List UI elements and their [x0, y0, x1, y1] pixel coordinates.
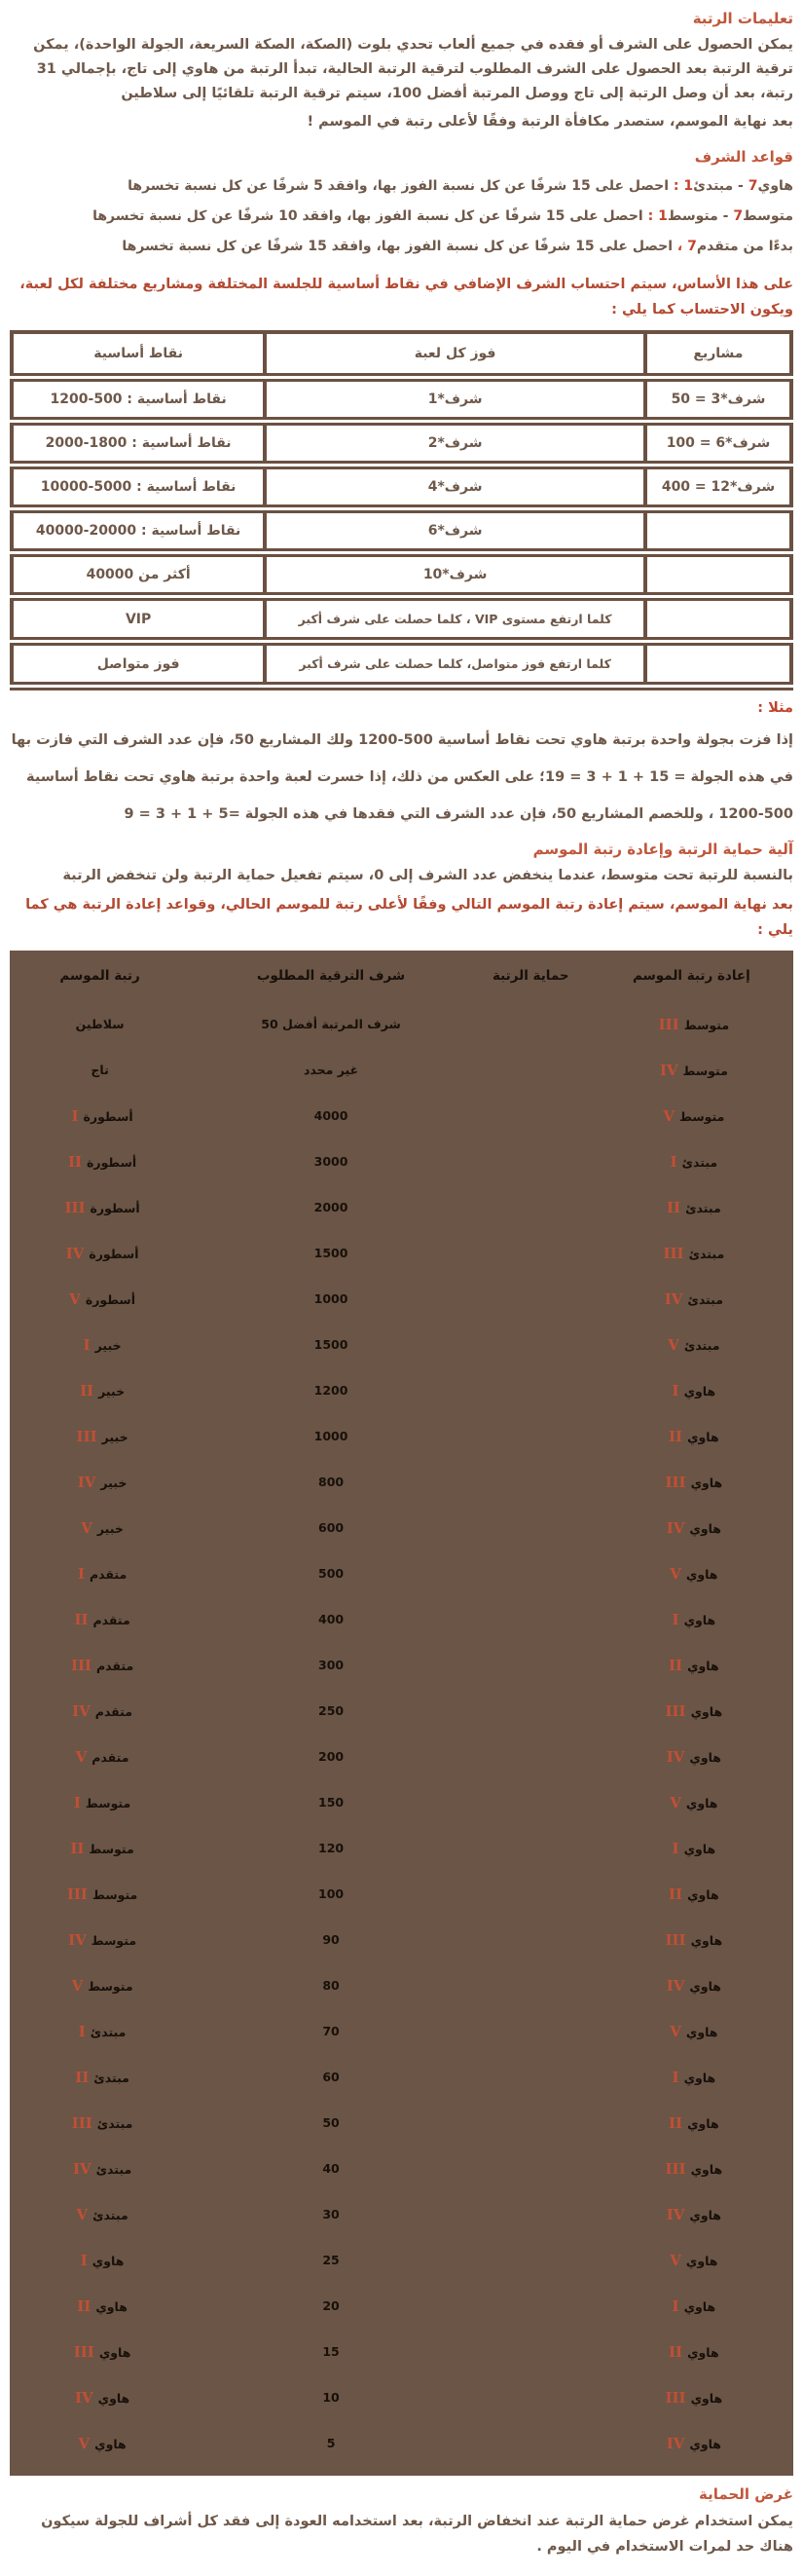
rank-tier-roman-numeral: II [669, 2342, 683, 2361]
rank-tier-roman-numeral: III [76, 1427, 97, 1445]
honor-table-cell: نقاط أساسية : 20000-40000 [12, 509, 265, 553]
rank-tier-roman-numeral: II [667, 1198, 681, 1216]
honor-table-header-cell: نقاط أساسية [12, 332, 265, 378]
rank-tier-roman-numeral: V [71, 1976, 84, 1995]
rank-tier-roman-numeral: V [668, 1335, 679, 1354]
rank-cell: هاويIII [665, 1473, 723, 1491]
rank-tier-roman-numeral: II [669, 2113, 683, 2132]
rank-tier-roman-numeral: III [665, 2159, 686, 2178]
reset-table-row [10, 1779, 793, 1825]
reset-table-row [10, 1596, 793, 1642]
reset-table-row [10, 1367, 793, 1413]
required-honor-cell: 400 [318, 1612, 345, 1626]
honor-table-cell: نقاط أساسية : 500-1200 [12, 378, 265, 422]
section-title-protection-item: غرض الحماية [699, 2485, 793, 2503]
rank-tier-roman-numeral: IV [666, 1518, 685, 1537]
reset-table-row [10, 2237, 793, 2283]
rank-cell: مبتدئV [668, 1335, 720, 1354]
rank-tier-roman-numeral: V [670, 2251, 681, 2269]
rank-cell: هاويIV [74, 2388, 130, 2407]
rank-cell: متقدمII [74, 1610, 130, 1628]
honor-rule-line: بدءًا من متقدم7 ، احصل على 15 شرفًا عن كل نسبة الفوز بها، وافقد 15 شرفًا عن كل نسبة تخسرها [122, 239, 793, 254]
honor-table-header-row [12, 332, 791, 378]
reset-table-row [10, 1322, 793, 1367]
rank-tier-roman-numeral: II [669, 1885, 683, 1903]
reset-table-row [10, 1734, 793, 1779]
required-honor-cell: 4000 [313, 1108, 348, 1123]
rank-cell: هاويIV [666, 1518, 721, 1537]
rank-cell: هاويV [670, 1564, 718, 1583]
honor-table-row [12, 642, 791, 687]
required-honor-cell: 100 [318, 1886, 345, 1901]
reset-table-row [10, 1962, 793, 2008]
rank-cell: مبتدئIV [72, 2159, 132, 2178]
rank-cell: هاويV [670, 1793, 718, 1811]
rank-cell: مبتدئI [78, 2022, 127, 2040]
rank-cell: خبيرIII [76, 1427, 128, 1445]
rank-tier-roman-numeral: IV [72, 2159, 91, 2178]
honor-table-cell [645, 553, 791, 597]
honor-rule-line: هاوي7 - مبتدئ1 : احصل على 15 شرفًا عن كل نسبة الفوز بها، وافقد 5 شرفًا عن كل نسبة تخسرها [128, 178, 793, 194]
rank-tier-roman-numeral: IV [74, 2388, 93, 2407]
honor-table-cell: فوز متواصل [12, 642, 265, 687]
honor-table-cell: VIP [12, 597, 265, 642]
rank-cell: هاويII [669, 2113, 719, 2132]
required-honor-cell: 1000 [313, 1429, 348, 1443]
rank-cell: متوسطV [71, 1976, 133, 1995]
reset-table-row [10, 1413, 793, 1459]
rank-tier-roman-numeral: IV [666, 1976, 685, 1995]
honor-table-cell: نقاط أساسية : 1800-2000 [12, 422, 265, 466]
reset-table-header-cell: إعادة رتبة الموسم [632, 968, 750, 984]
rank-tier-roman-numeral: V [78, 2434, 91, 2452]
rank-cell: مبتدئIII [663, 1244, 725, 1262]
rank-tier-roman-numeral: I [672, 1610, 679, 1628]
required-honor-cell: 120 [318, 1841, 345, 1855]
rank-cell: مبتدئV [76, 2205, 128, 2223]
rank-cell: متوسطIII [66, 1885, 138, 1903]
rank-tier-roman-numeral: IV [664, 1289, 683, 1308]
required-honor-cell: 1500 [313, 1337, 348, 1352]
rank-cell: متوسطIII [658, 1015, 730, 1033]
protection-paragraph-1: بالنسبة للرتبة تحت متوسط، عندما ينخفض عدد الشرف إلى 0، سيتم تفعيل حماية الرتبة ولن تنخفض الرتبة [62, 868, 793, 883]
honor-table-row [12, 509, 791, 553]
rank-cell: هاويI [672, 1839, 716, 1857]
rank-tier-roman-numeral: I [670, 1152, 677, 1171]
rank-cell: متقدمIV [72, 1701, 133, 1720]
reset-table-row [10, 2374, 793, 2420]
honor-table-cell: شرف*10 [265, 553, 645, 597]
required-honor-cell: 2000 [313, 1200, 348, 1214]
reset-table-row [10, 1184, 793, 1230]
reset-table-row [10, 1505, 793, 1550]
required-honor-cell: 80 [322, 1978, 340, 1993]
honor-table-cell: نقاط أساسية : 5000-10000 [12, 466, 265, 509]
required-honor-cell: 70 [322, 2024, 340, 2038]
honor-table-cell: شرف*3 = 50 [645, 378, 791, 422]
rank-tier-roman-numeral: I [672, 2296, 679, 2315]
required-honor-cell: 10 [322, 2390, 340, 2405]
rank-cell: خبيرIV [77, 1473, 128, 1491]
rank-cell: متوسطIV [68, 1930, 137, 1949]
rank-cell: هاويIII [73, 2342, 131, 2361]
required-honor-cell: 500 [318, 1566, 345, 1581]
reset-table-row [10, 1047, 793, 1093]
honor-table-row [12, 597, 791, 642]
honor-table-cell: شرف*6 = 100 [645, 422, 791, 466]
rank-tier-roman-numeral: II [75, 2068, 90, 2086]
honor-table-cell: كلما ارتفع مستوى VIP ، كلما حصلت على شرف أكبر [265, 597, 645, 642]
rank-cell: تاج [91, 1063, 109, 1077]
honor-table-cell: شرف*12 = 400 [645, 466, 791, 509]
rank-tier-roman-numeral: I [80, 2251, 88, 2269]
rank-tier-roman-numeral: III [70, 1656, 91, 1674]
rank-cell: هاويI [672, 1381, 716, 1400]
rank-cell: مبتدئII [75, 2068, 129, 2086]
required-honor-cell: 5 [326, 2436, 336, 2450]
rank-tier-roman-numeral: V [81, 1518, 92, 1537]
rank-cell: أسطورةV [69, 1289, 135, 1308]
rank-cell: هاويIV [666, 1976, 721, 1995]
reset-table-header-cell: رتبة الموسم [59, 968, 140, 984]
protection-item-paragraph: يمكن استخدام غرض حماية الرتبة عند انخفاض الرتبة، بعد استخدامه العودة إلى فقد كل أشراف للجولة سيكون هناك حد لمرات الاستخدام في اليوم . [41, 2514, 793, 2555]
honor-table-cell: أكثر من 40000 [12, 553, 265, 597]
reset-table-row [10, 2329, 793, 2374]
rank-tier-roman-numeral: V [69, 1289, 81, 1308]
rank-cell: أسطورةIII [64, 1198, 140, 1216]
rank-tier-roman-numeral: IV [72, 1701, 91, 1720]
rank-cell: هاويIII [665, 1930, 723, 1949]
rank-cell: هاويI [80, 2251, 125, 2269]
rank-tier-roman-numeral: III [66, 1885, 88, 1903]
rank-cell: مبتدئI [670, 1152, 718, 1171]
rank-tier-roman-numeral: III [665, 1930, 686, 1949]
honor-table-row [12, 466, 791, 509]
rank-tier-roman-numeral: I [672, 1381, 679, 1400]
rank-cell: هاويII [669, 2342, 719, 2361]
section-title-protection-mechanism: آلية حماية الرتبة وإعادة رتبة الموسم [532, 840, 793, 858]
rank-tier-roman-numeral: III [73, 2342, 94, 2361]
required-honor-cell: 300 [318, 1658, 345, 1672]
reset-table-row [10, 2054, 793, 2100]
reset-table-row [10, 2008, 793, 2054]
reset-table-row [10, 1093, 793, 1139]
rank-cell: هاويIV [666, 2434, 721, 2452]
honor-table-cell [645, 642, 791, 687]
rank-cell: هاويII [669, 1656, 719, 1674]
rank-cell: هاويI [672, 2296, 716, 2315]
honor-table-cell: شرف*6 [265, 509, 645, 553]
honor-table-cell [645, 509, 791, 553]
rank-tier-roman-numeral: V [75, 1747, 88, 1766]
rank-tier-roman-numeral: V [670, 1564, 681, 1583]
rank-tier-roman-numeral: V [76, 2205, 89, 2223]
rank-cell: هاويI [672, 1610, 716, 1628]
reset-table-body [10, 1001, 793, 2466]
rank-cell: أسطورةII [67, 1152, 137, 1171]
rank-cell: هاويV [78, 2434, 127, 2452]
rank-cell: خبيرV [81, 1518, 124, 1537]
rank-tier-roman-numeral: III [665, 1473, 686, 1491]
rank-tier-roman-numeral: II [67, 1152, 83, 1171]
reset-table-row [10, 1550, 793, 1596]
rank-cell: هاويIII [665, 2159, 723, 2178]
honor-table-row [12, 378, 791, 422]
rank-cell: خبيرII [80, 1381, 126, 1400]
required-honor-cell: 25 [322, 2253, 340, 2267]
protection-paragraph-2: بعد نهاية الموسم، سيتم إعادة رتبة الموسم التالي وفقًا لأعلى رتبة للموسم الحالي، وقواعد إعادة الرتبة هي كما يلي : [25, 897, 793, 938]
rank-cell: متقدمI [77, 1564, 128, 1583]
reset-table-row [10, 1917, 793, 1962]
rank-tier-roman-numeral: V [670, 2022, 681, 2040]
reset-table-header-cell: شرف الترقية المطلوب [256, 968, 406, 984]
rank-cell: مبتدئII [667, 1198, 721, 1216]
reset-table-row [10, 2100, 793, 2146]
honor-table-cell: شرف*2 [265, 422, 645, 466]
honor-table-header-cell: مشاريع [645, 332, 791, 378]
rank-cell: هاويII [669, 1885, 719, 1903]
honor-calc-note: على هذا الأساس، سيتم احتساب الشرف الإضافي في نقاط أساسية للجلسة المختلفة ومشاريع مختلفة لكل لعبة، ويكون الاحتساب كما يلي : [19, 277, 793, 317]
honor-rules-list [10, 171, 793, 262]
rank-cell: سلاطين [75, 1017, 125, 1031]
rank-tier-roman-numeral: I [71, 1106, 79, 1125]
rank-tier-roman-numeral: II [80, 1381, 94, 1400]
rank-cell: هاويII [77, 2296, 128, 2315]
honor-table-cell: كلما ارتفع فوز متواصل، كلما حصلت على شرف أكبر [265, 642, 645, 687]
rank-tier-roman-numeral: II [669, 1427, 683, 1445]
rank-cell: هاويI [672, 2068, 716, 2086]
required-honor-cell: 50 [322, 2115, 340, 2130]
rank-cell: خبيرI [83, 1335, 122, 1354]
rank-tier-roman-numeral: III [665, 2388, 686, 2407]
reset-table-row [10, 1230, 793, 1276]
rank-tier-roman-numeral: III [658, 1015, 679, 1033]
reset-table-header-row [10, 964, 793, 1001]
rank-tier-roman-numeral: IV [77, 1473, 96, 1491]
rank-tier-roman-numeral: IV [68, 1930, 87, 1949]
reset-table-row [10, 1871, 793, 1917]
required-honor-cell: 1000 [313, 1291, 348, 1306]
reset-table-header-cell: حماية الرتبة [492, 968, 569, 984]
rank-tier-roman-numeral: IV [659, 1061, 678, 1079]
honor-table-row [12, 553, 791, 597]
required-honor-cell: 250 [318, 1703, 345, 1718]
rank-instructions-paragraph: يمكن الحصول على الشرف أو فقده في جميع ألعاب تحدي بلوت (الصكة، الصكة السريعة، الجولة الواحدة)، يمكن ترقية الرتبة بعد الحصول على الشرف المطلوب لترقية الرتبة الحالية، تبدأ الرتبة من هاوي إلى تاج، بإجمالي 31 رتبة، بعد أن وصل الرتبة إلى تاج ووصل المرتبة أفضل 100، سيتم ترقية الرتبة تلقائيًا إلى سلاطين [33, 37, 793, 101]
rank-tier-roman-numeral: V [670, 1793, 681, 1811]
reset-table-row [10, 2420, 793, 2466]
rank-tier-roman-numeral: III [663, 1244, 684, 1262]
required-honor-cell: 60 [322, 2070, 340, 2084]
rank-tier-roman-numeral: I [73, 1793, 81, 1811]
rank-tier-roman-numeral: IV [65, 1244, 85, 1262]
reset-table-row [10, 1276, 793, 1322]
rank-cell: متوسطIV [659, 1061, 728, 1079]
required-honor-cell: 600 [318, 1520, 345, 1535]
reset-table-row [10, 1825, 793, 1871]
rank-cell: هاويIII [665, 1701, 723, 1720]
rank-tier-roman-numeral: IV [666, 2434, 685, 2452]
required-honor-cell: 1500 [313, 1246, 348, 1260]
rank-cell: هاويIV [666, 2205, 721, 2223]
honor-rule-line: متوسط7 - متوسط1 : احصل على 15 شرفًا عن كل نسبة الفوز بها، وافقد 10 شرفًا عن كل نسبة تخسرها [92, 208, 793, 224]
reset-table-row [10, 1459, 793, 1505]
required-honor-cell: شرف المرتبة أفضل 50 [261, 1017, 401, 1031]
rank-tier-roman-numeral: II [77, 2296, 91, 2315]
honor-table [10, 330, 793, 691]
example-paragraph: إذا فزت بجولة واحدة برتبة هاوي تحت نقاط أساسية 500-1200 ولك المشاريع 50، فإن عدد الشرف التي فازت بها في هذه الجولة = 15 + 1 + 3 = 19؛ على العكس من ذلك، إذا خسرت لعبة واحدة برتبة هاوي تحت نقاط أساسية 500-1200 ، وللخصم المشاريع 50، فإن عدد الشرف التي فقدها في هذه الجولة =5 + 1 + 3 = 9 [11, 732, 793, 822]
honor-table-cell: شرف*4 [265, 466, 645, 509]
section-title-honor-rules: قواعد الشرف [694, 148, 793, 166]
rank-tier-roman-numeral: V [663, 1106, 675, 1125]
section-title-rank-instructions: تعليمات الرتبة [692, 10, 793, 27]
honor-table-header-cell: فوز كل لعبة [265, 332, 645, 378]
reset-table-row [10, 1642, 793, 1688]
reset-table-row [10, 1139, 793, 1184]
rank-cell: متوسطV [663, 1106, 725, 1125]
reset-table-row [10, 2146, 793, 2191]
required-honor-cell: 150 [318, 1795, 345, 1810]
season-rank-reset-table [10, 951, 793, 2476]
required-honor-cell: 15 [322, 2344, 340, 2359]
reset-table-row [10, 2283, 793, 2329]
rank-tier-roman-numeral: II [70, 1839, 85, 1857]
required-honor-cell: 800 [318, 1475, 345, 1489]
rank-cell: مبتدئIII [71, 2113, 133, 2132]
rank-cell: أسطورةI [71, 1106, 133, 1125]
required-honor-cell: 30 [322, 2207, 340, 2221]
rank-cell: هاويII [669, 1427, 719, 1445]
required-honor-cell: غير محدد [303, 1063, 359, 1077]
rank-tier-roman-numeral: I [77, 1564, 85, 1583]
rank-tier-roman-numeral: III [71, 2113, 92, 2132]
rank-cell: هاويV [670, 2022, 718, 2040]
rank-tier-roman-numeral: II [669, 1656, 683, 1674]
required-honor-cell: 20 [322, 2298, 340, 2313]
required-honor-cell: 40 [322, 2161, 340, 2176]
rank-cell: متقدمV [75, 1747, 129, 1766]
rank-cell: أسطورةIV [65, 1244, 139, 1262]
reset-table-row [10, 1688, 793, 1734]
required-honor-cell: 90 [322, 1932, 340, 1947]
reset-table-row [10, 1001, 793, 1047]
required-honor-cell: 200 [318, 1749, 345, 1764]
rank-cell: هاويIV [666, 1747, 721, 1766]
rank-instructions-paragraph-2: بعد نهاية الموسم، ستصدر مكافأة الرتبة وفقًا لأعلى رتبة في الموسم ! [307, 114, 793, 130]
rank-tier-roman-numeral: III [64, 1198, 86, 1216]
rank-tier-roman-numeral: I [672, 2068, 679, 2086]
rank-tier-roman-numeral: IV [666, 2205, 685, 2223]
rank-cell: هاويIII [665, 2388, 723, 2407]
rank-tier-roman-numeral: II [74, 1610, 89, 1628]
rank-cell: متقدمIII [70, 1656, 134, 1674]
example-title: مثلا : [757, 700, 793, 716]
rank-cell: متوسطI [73, 1793, 131, 1811]
rank-cell: هاويV [670, 2251, 718, 2269]
required-honor-cell: 3000 [313, 1154, 348, 1169]
rank-tier-roman-numeral: I [83, 1335, 91, 1354]
rank-tier-roman-numeral: III [665, 1701, 686, 1720]
honor-table-row [12, 422, 791, 466]
reset-table-row [10, 2191, 793, 2237]
rank-tier-roman-numeral: IV [666, 1747, 685, 1766]
honor-table-cell: شرف*1 [265, 378, 645, 422]
honor-table-cell [645, 597, 791, 642]
rank-tier-roman-numeral: I [78, 2022, 86, 2040]
rank-tier-roman-numeral: I [672, 1839, 679, 1857]
rank-cell: مبتدئIV [664, 1289, 723, 1308]
required-honor-cell: 1200 [313, 1383, 348, 1398]
rank-cell: متوسطII [70, 1839, 134, 1857]
